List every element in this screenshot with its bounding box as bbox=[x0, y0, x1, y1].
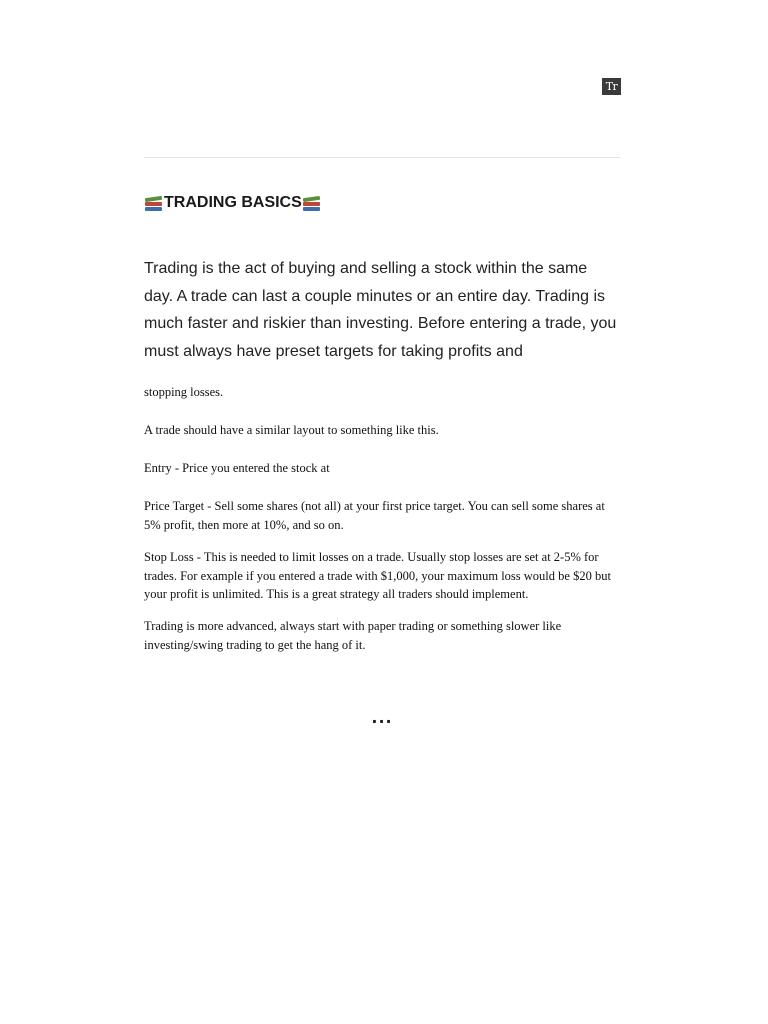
paragraph-stopping: stopping losses. bbox=[144, 385, 224, 400]
books-icon bbox=[144, 194, 164, 212]
heading-text: TRADING BASICS bbox=[164, 194, 302, 211]
divider bbox=[144, 157, 620, 158]
article bbox=[144, 190, 620, 655]
paragraph-stop-loss: Stop Loss - This is needed to limit losses on a trade. Usually stop losses are set at 2-5% for trades. For example if you entered a trade with $1,000, your maximum loss would be $20 but your profit is unlimited. This is a great strategy all traders should implement. bbox=[144, 550, 611, 602]
text-format-icon[interactable]: Tr bbox=[602, 78, 621, 95]
more-ellipsis: ... bbox=[371, 708, 393, 727]
paragraph-entry: Entry - Price you entered the stock at bbox=[144, 461, 330, 476]
paragraph-layout: A trade should have a similar layout to something like this. bbox=[144, 423, 439, 438]
paragraph-price-target: Price Target - Sell some shares (not all) at your first price target. You can sell some shares at 5% profit, then more at 10%, and so on. bbox=[144, 499, 605, 533]
article-heading bbox=[144, 190, 620, 216]
books-icon bbox=[302, 194, 322, 212]
lead-paragraph: Trading is the act of buying and selling a stock within the same day. A trade can last a couple minutes or an entire day. Trading is much faster and riskier than investing. Before entering a trade, you must always have preset targets for taking profits and bbox=[144, 260, 617, 360]
paragraph-advanced: Trading is more advanced, always start with paper trading or something slower like investing/swing trading to get the hang of it. bbox=[144, 618, 562, 652]
